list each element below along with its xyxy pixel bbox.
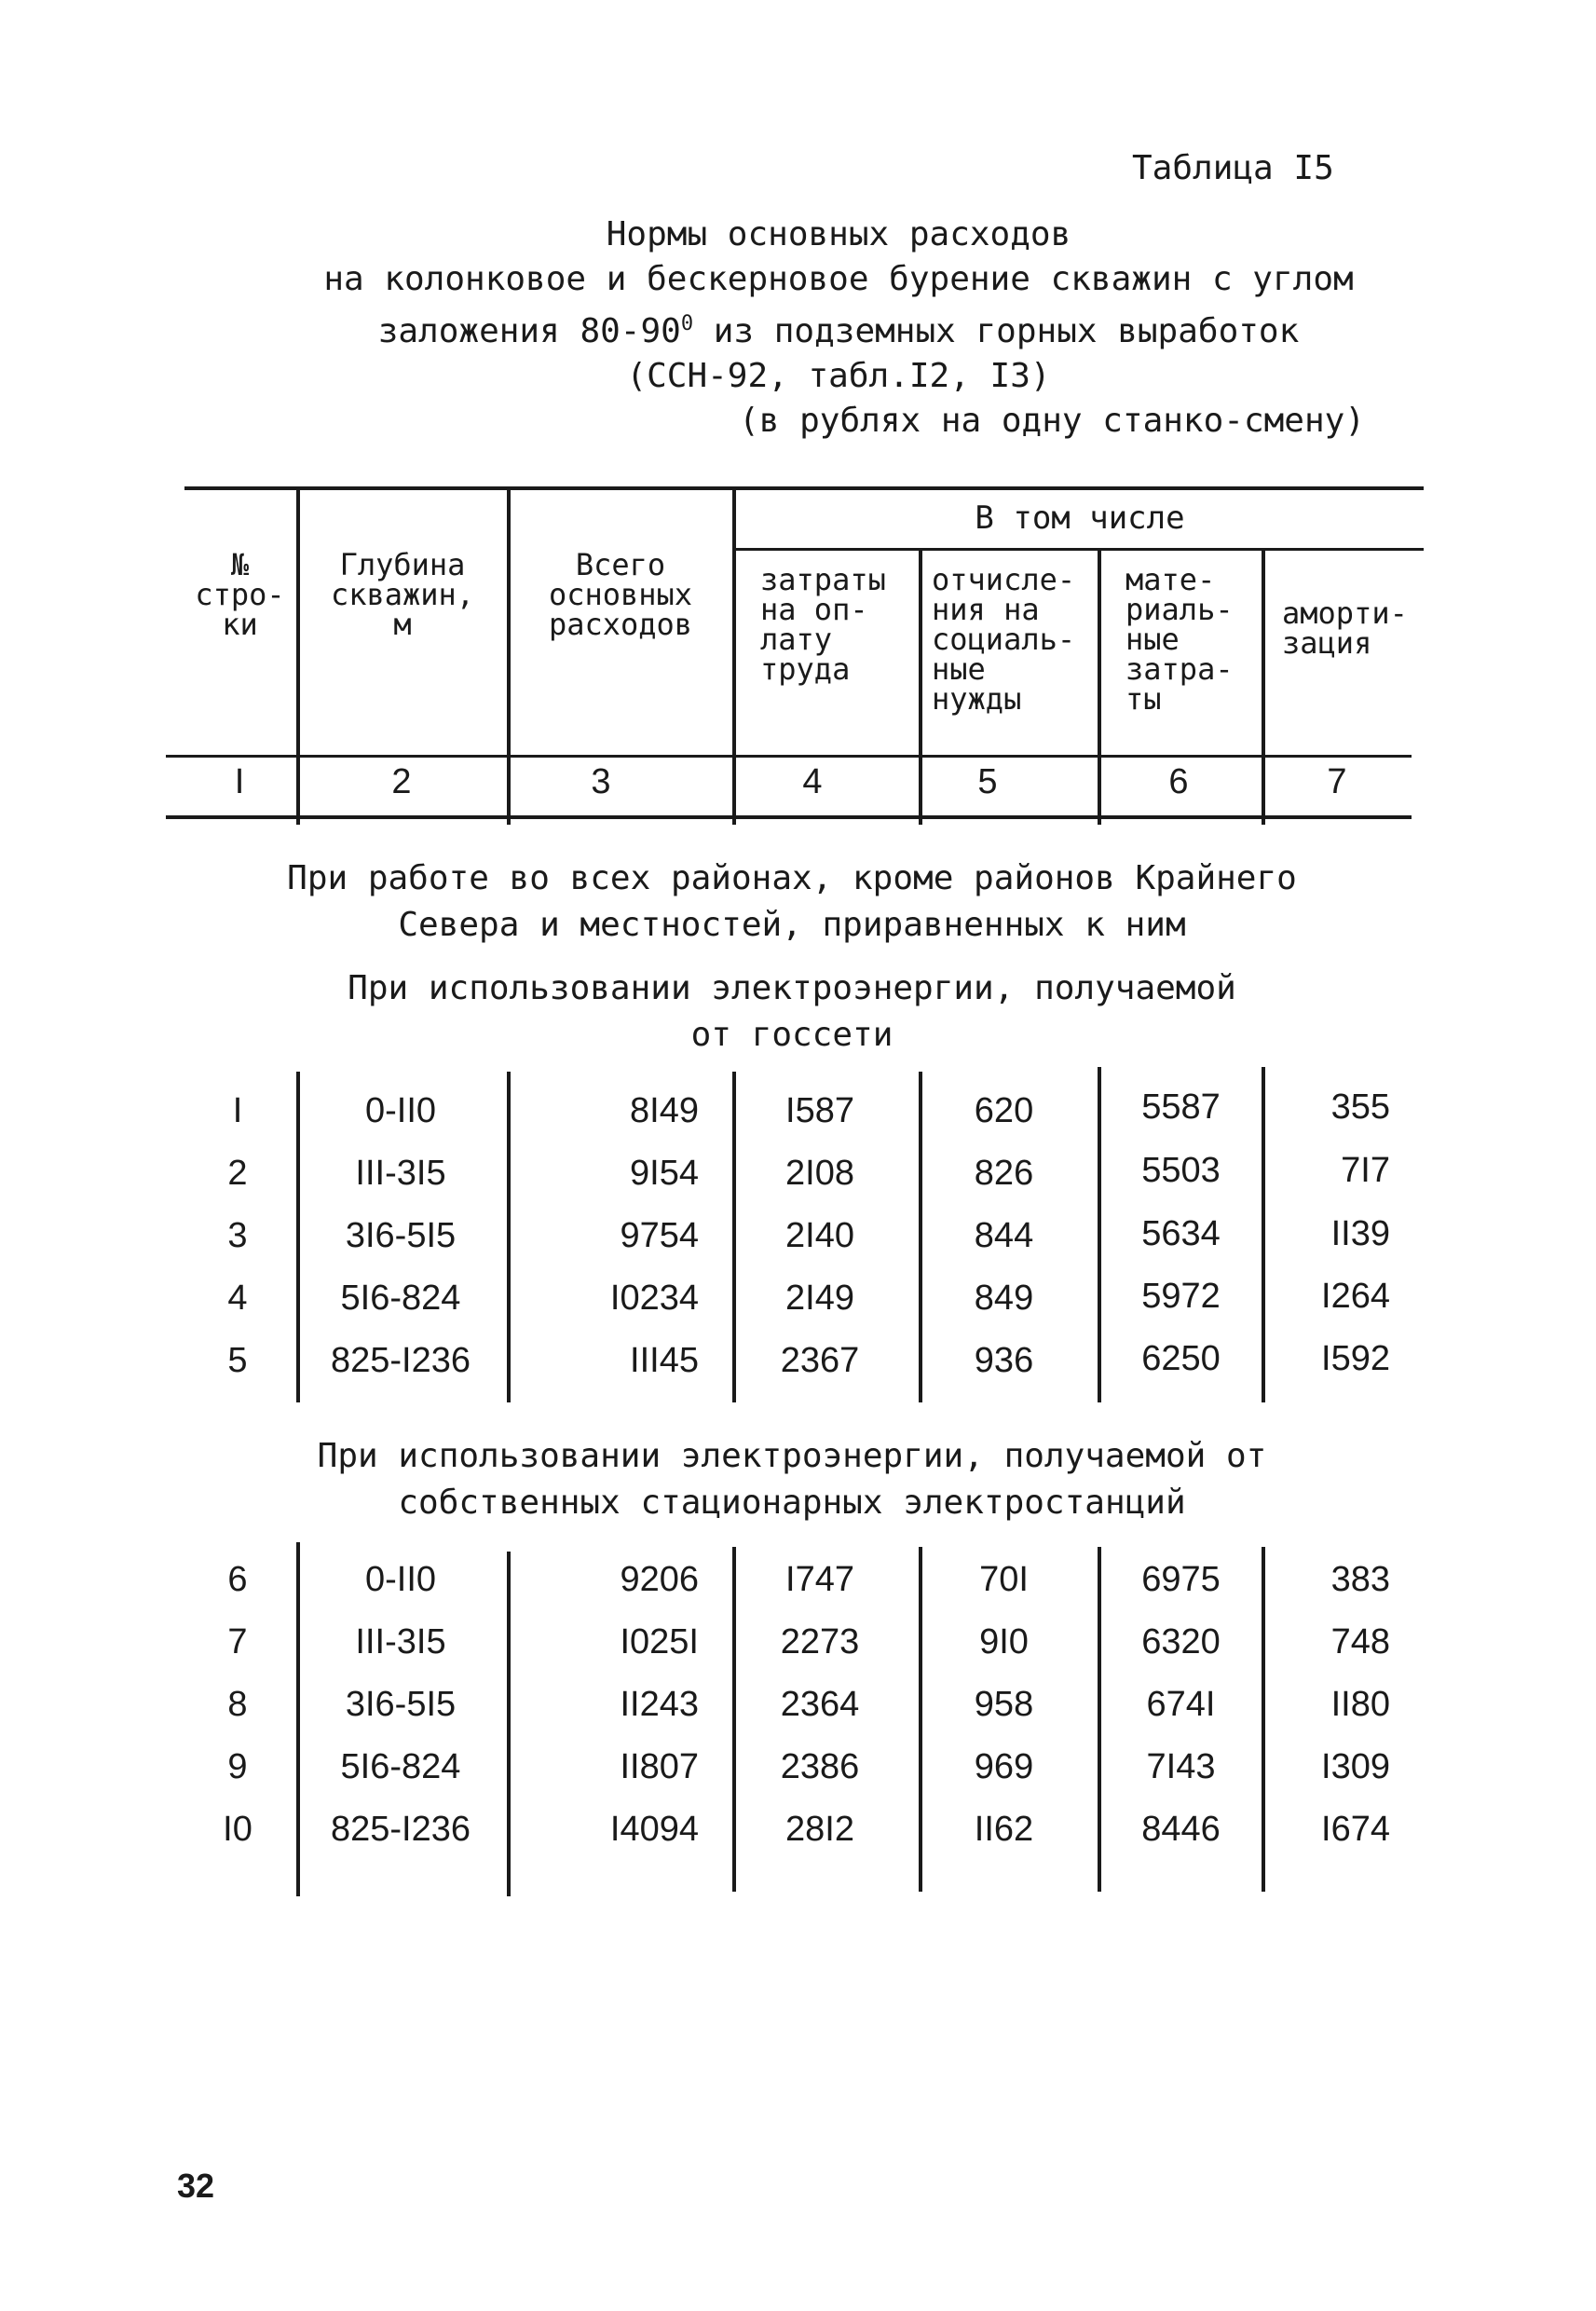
labor-cost: 28I2 (785, 1810, 854, 1849)
material-cost: 5972 (1141, 1277, 1221, 1316)
depth-range: 0-II0 (364, 1560, 437, 1599)
labor-cost: I747 (785, 1560, 854, 1599)
depth-range: 3I6-5I5 (345, 1216, 457, 1255)
column-number: 5 (977, 762, 998, 801)
block-col-divider (1262, 1547, 1265, 1892)
header-labor-cost: затраты на оп- лату труда (760, 562, 886, 687)
social-deductions: 844 (974, 1216, 1034, 1255)
labor-cost: 2273 (780, 1622, 860, 1661)
page-number: 32 (177, 2167, 215, 2205)
header-col-divider (1098, 550, 1101, 825)
material-cost: 5587 (1141, 1087, 1221, 1127)
title-line-part: из подземных горных выработок (693, 312, 1300, 350)
title-line: Нормы основных расходов (606, 215, 1071, 253)
material-cost: 6250 (1141, 1339, 1221, 1378)
material-cost: 8446 (1141, 1810, 1221, 1849)
title-line: на колонковое и бескерновое бурение скважин с углом (323, 260, 1354, 298)
header-col-divider (507, 489, 511, 825)
column-number: 4 (802, 762, 823, 801)
total-cost: I0234 (609, 1279, 699, 1318)
material-cost: 5503 (1141, 1151, 1221, 1190)
total-cost: III45 (630, 1341, 699, 1380)
header-materials: мате- риаль- ные затра- ты (1125, 562, 1234, 717)
depreciation: 383 (1330, 1560, 1390, 1599)
depth-range: 825-I236 (330, 1341, 471, 1380)
block-col-divider (732, 1072, 736, 1402)
depreciation: I309 (1321, 1747, 1390, 1786)
material-cost: 6320 (1141, 1622, 1221, 1661)
labor-cost: 2364 (780, 1685, 860, 1724)
row-number: 7 (227, 1622, 248, 1661)
depth-range: III-3I5 (355, 1154, 446, 1193)
depreciation: II80 (1330, 1685, 1390, 1724)
block-col-divider (296, 1072, 300, 1402)
block-col-divider (732, 1547, 736, 1892)
labor-cost: 2I49 (785, 1279, 854, 1318)
colnum-bottom-rule (166, 815, 1412, 819)
depreciation: 355 (1330, 1087, 1390, 1127)
social-deductions: 9I0 (979, 1622, 1029, 1661)
total-cost: I4094 (609, 1810, 699, 1849)
total-cost: 8I49 (630, 1091, 699, 1130)
column-number: 2 (391, 762, 412, 801)
header-depth: Глубина скважин, м (330, 547, 475, 642)
header-col-divider (296, 489, 300, 825)
table-label: Таблица I5 (1132, 149, 1334, 187)
total-cost: 9I54 (630, 1154, 699, 1193)
social-deductions: 969 (974, 1747, 1034, 1786)
depreciation: I264 (1321, 1277, 1390, 1316)
depreciation: I674 (1321, 1810, 1390, 1849)
total-cost: 9206 (620, 1560, 699, 1599)
social-deductions: 849 (974, 1279, 1034, 1318)
material-cost: 674I (1146, 1685, 1216, 1724)
block-col-divider (919, 1547, 922, 1892)
depth-range: 5I6-824 (340, 1279, 461, 1318)
labor-cost: 2386 (780, 1747, 860, 1786)
header-bottom-rule (166, 755, 1412, 758)
column-number: 7 (1327, 762, 1347, 801)
row-number: 6 (227, 1560, 248, 1599)
row-number: 3 (227, 1216, 248, 1255)
title-line: (ССН-92, табл.I2, I3) (626, 357, 1051, 395)
header-col-divider (732, 489, 736, 825)
social-deductions: 936 (974, 1341, 1034, 1380)
header-total: Всего основных расходов (548, 547, 693, 642)
header-social-deductions: отчисле- ния на социаль- ные нужды (932, 562, 1076, 717)
section-heading: При работе во всех районах, кроме районов Крайнего Севера и местностей, приравненных к ним (287, 859, 1297, 944)
table-top-rule (184, 486, 1424, 490)
block-col-divider (919, 1072, 922, 1402)
row-number: I0 (223, 1810, 252, 1849)
group-rule (732, 548, 1424, 551)
title-line-part: заложения 80-90 (377, 312, 681, 350)
title-line (205, 302, 1472, 354)
column-number: I (234, 762, 245, 801)
total-cost: II807 (620, 1747, 699, 1786)
header-group-label: В том числе (975, 499, 1185, 537)
degree-superscript: 0 (680, 312, 694, 335)
row-number: I (232, 1091, 243, 1130)
header-col-divider (919, 550, 922, 825)
row-number: 8 (227, 1685, 248, 1724)
depth-range: 3I6-5I5 (345, 1685, 457, 1724)
row-number: 9 (227, 1747, 248, 1786)
depreciation: II39 (1330, 1214, 1390, 1253)
row-number: 2 (227, 1154, 248, 1193)
material-cost: 7I43 (1146, 1747, 1216, 1786)
social-deductions: 620 (974, 1091, 1034, 1130)
depreciation: I592 (1321, 1339, 1390, 1378)
header-row-number: № стро- ки (195, 547, 285, 642)
total-cost: II243 (620, 1685, 699, 1724)
total-cost: I025I (620, 1622, 699, 1661)
row-number: 5 (227, 1341, 248, 1380)
labor-cost: I587 (785, 1091, 854, 1130)
row-number: 4 (227, 1279, 248, 1318)
labor-cost: 2I08 (785, 1154, 854, 1193)
header-col-divider (1262, 550, 1265, 825)
depth-range: 5I6-824 (340, 1747, 461, 1786)
block-col-divider (296, 1542, 300, 1896)
subsection-heading: При использовании электроэнергии, получаемой от собственных стационарных электростанций (317, 1437, 1267, 1522)
social-deductions: 958 (974, 1685, 1034, 1724)
column-number: 3 (591, 762, 611, 801)
labor-cost: 2367 (780, 1341, 860, 1380)
header-depreciation: аморти- зация (1282, 595, 1408, 661)
depreciation: 748 (1330, 1622, 1390, 1661)
depth-range: 0-II0 (364, 1091, 437, 1130)
social-deductions: 70I (979, 1560, 1029, 1599)
table-title (205, 212, 1472, 444)
material-cost: 6975 (1141, 1560, 1221, 1599)
depth-range: 825-I236 (330, 1810, 471, 1849)
material-cost: 5634 (1141, 1214, 1221, 1253)
block-col-divider (1098, 1547, 1101, 1892)
depreciation: 7I7 (1341, 1151, 1390, 1190)
labor-cost: 2I40 (785, 1216, 854, 1255)
block-col-divider (1098, 1067, 1101, 1402)
block-col-divider (507, 1552, 511, 1896)
title-units: (в рублях на одну станко-смену) (739, 402, 1365, 440)
social-deductions: 826 (974, 1154, 1034, 1193)
block-col-divider (1262, 1067, 1265, 1402)
subsection-heading: При использовании электроэнергии, получаемой от госсети (348, 969, 1236, 1054)
block-col-divider (507, 1072, 511, 1402)
social-deductions: II62 (974, 1810, 1034, 1849)
column-number: 6 (1168, 762, 1189, 801)
total-cost: 9754 (620, 1216, 699, 1255)
depth-range: III-3I5 (355, 1622, 446, 1661)
